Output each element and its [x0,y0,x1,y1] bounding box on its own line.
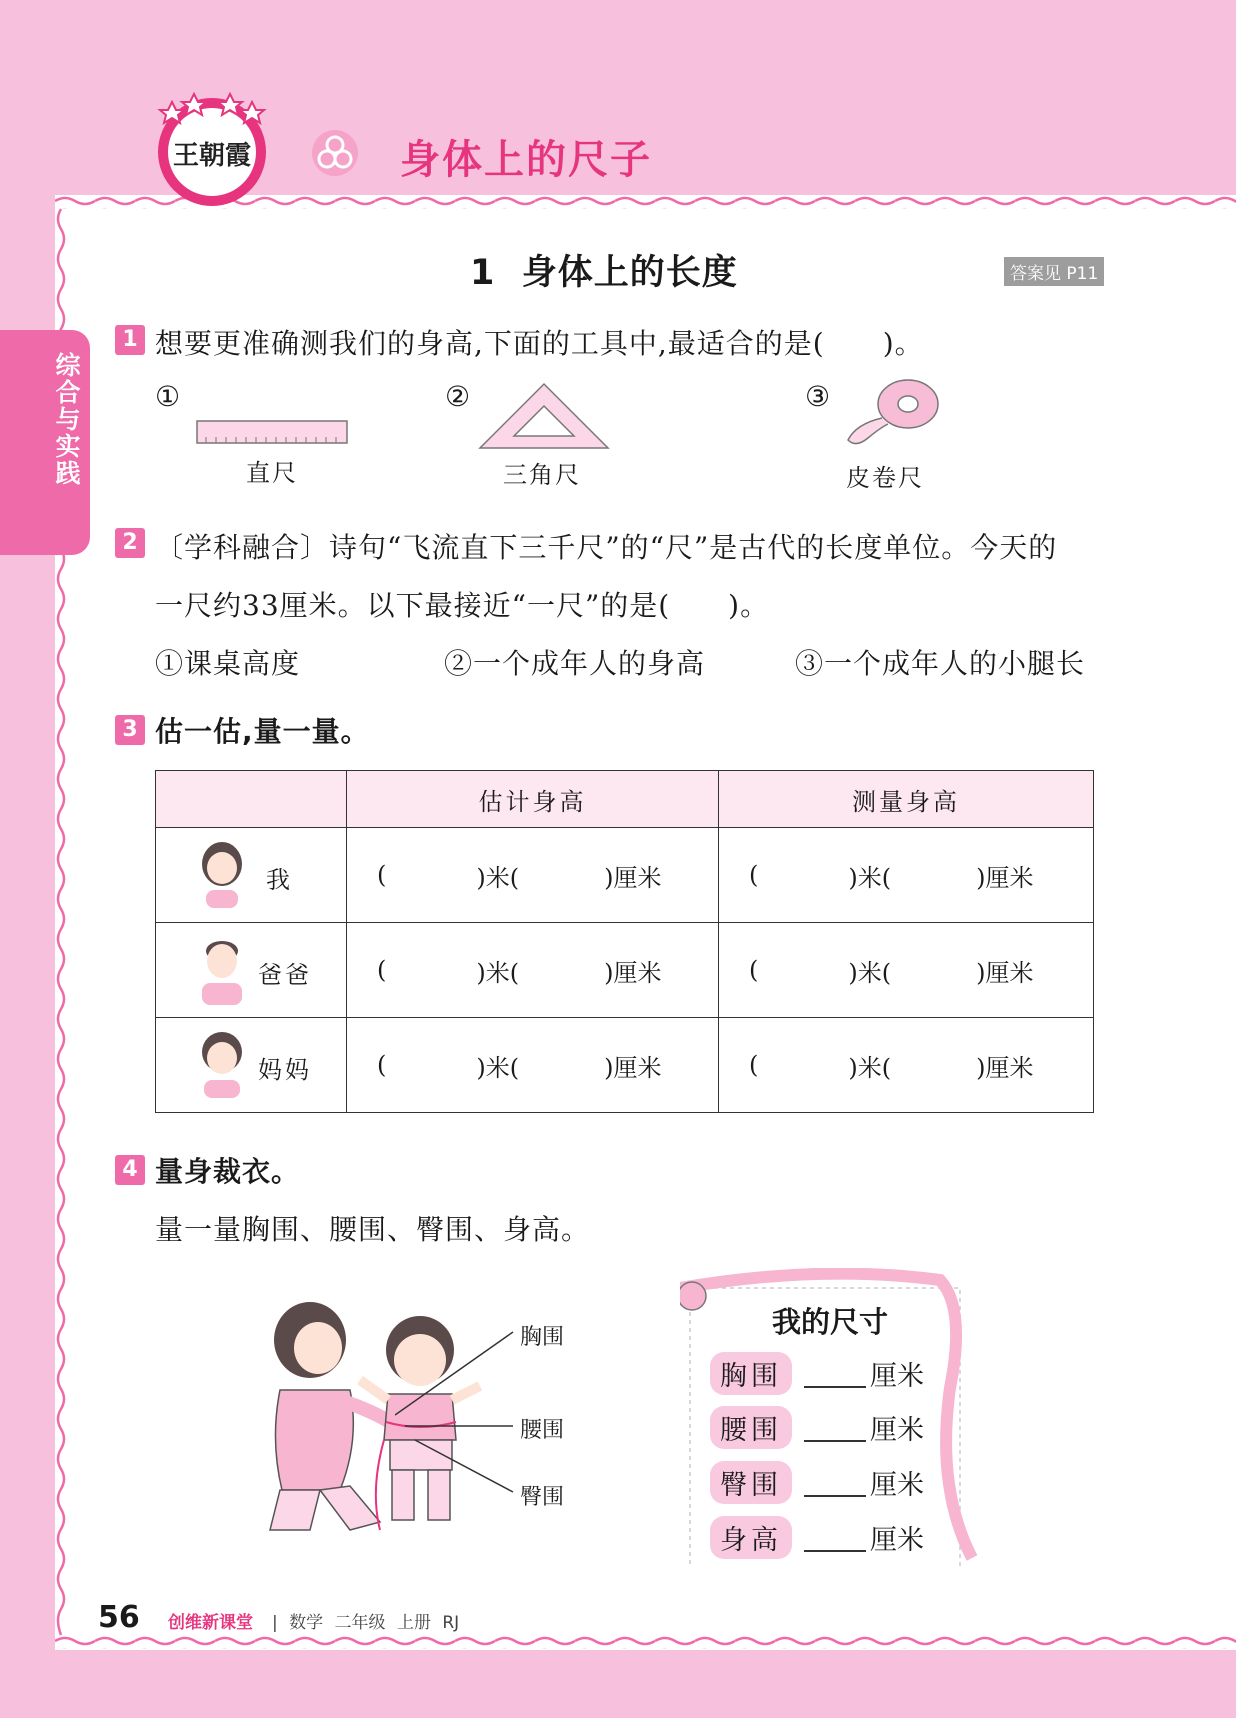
answer-line[interactable] [804,1469,866,1497]
question-text: 量一量胸围、腰围、臀围、身高。 [155,1213,591,1246]
size-row: 胸围 厘米 [710,1352,924,1395]
option: ②一个成年人的身高 [444,647,706,680]
estimate-blank[interactable]: ( )米( )厘米 [377,1051,662,1082]
question-text: 〔学科融合〕诗句“飞流直下三千尺”的“尺”是古代的长度单位。今天的 [155,531,1058,564]
question-number: 1 [115,325,145,355]
answer-line[interactable] [804,1524,866,1552]
option-number: ① [155,380,181,413]
option-label: 皮卷尺 [846,464,924,492]
size-row: 腰围 厘米 [710,1406,924,1449]
question-text: 估一估,量一量。 [155,715,370,748]
person-name: 我 [266,866,293,894]
table-row [156,828,1094,923]
question-title: 量身裁衣。 [155,1155,301,1188]
estimate-blank[interactable]: ( )米( )厘米 [377,956,662,987]
option: ①课桌高度 [155,647,301,680]
ruler-icon [196,420,348,446]
girl-avatar [194,838,250,910]
mother-avatar [194,1028,250,1100]
option-label: 直尺 [246,459,298,487]
option-number: ③ [805,380,831,413]
option: ③一个成年人的小腿长 [795,647,1086,680]
size-card-title: 我的尺寸 [772,1305,889,1339]
page-number: 56 [98,1600,140,1635]
answer-line[interactable] [804,1414,866,1442]
logo-text: 王朝霞 [172,141,252,171]
table-header: 测量身高 [719,771,1094,828]
table-header: 估计身高 [347,771,719,828]
question-text: 想要更准确测我们的身高,下面的工具中,最适合的是( )。 [155,327,924,360]
footer-info: | 数学 二年级 上册 RJ [272,1613,460,1633]
question-number: 4 [115,1155,145,1185]
measure-blank[interactable]: ( )米( )厘米 [749,956,1034,987]
person-cell [156,923,347,1018]
question-text-line2: 一尺约33厘米。以下最接近“一尺”的是( )。 [155,589,770,622]
table-row [156,923,1094,1018]
person-name: 妈妈 [258,1056,312,1084]
lesson-title: 1 身体上的长度 [470,253,738,293]
measure-blank[interactable]: ( )米( )厘米 [749,861,1034,892]
option-label: 三角尺 [503,461,581,489]
height-table [155,770,1094,1113]
person-cell [156,1018,347,1113]
tape-measure-icon [836,378,941,450]
side-tab-label: 综合与实践 [52,352,81,487]
size-row: 身高 厘米 [710,1516,924,1559]
table-header [156,771,347,828]
question-number: 2 [115,528,145,558]
figure-label-hip: 臀围 [520,1485,565,1510]
size-row: 臀围 厘米 [710,1461,924,1504]
option-number: ② [445,380,471,413]
chapter-title: 身体上的尺子 [400,137,652,183]
leader-lines [395,1320,515,1500]
side-tab [0,330,90,555]
footer-brand: 创维新课堂 [168,1613,253,1633]
answer-line[interactable] [804,1360,866,1388]
person-cell [156,828,347,923]
question-number: 3 [115,715,145,745]
figure-label-waist: 腰围 [520,1418,565,1443]
person-name: 爸爸 [258,961,312,989]
triangle-ruler-icon [478,380,610,450]
table-row [156,1018,1094,1113]
measure-blank[interactable]: ( )米( )厘米 [749,1051,1034,1082]
brand-logo [152,88,272,208]
figure-label-chest: 胸围 [520,1325,565,1350]
answer-reference: 答案见 P11 [1004,257,1104,286]
estimate-blank[interactable]: ( )米( )厘米 [377,861,662,892]
father-avatar [194,933,250,1005]
chapter-icon [310,128,360,178]
